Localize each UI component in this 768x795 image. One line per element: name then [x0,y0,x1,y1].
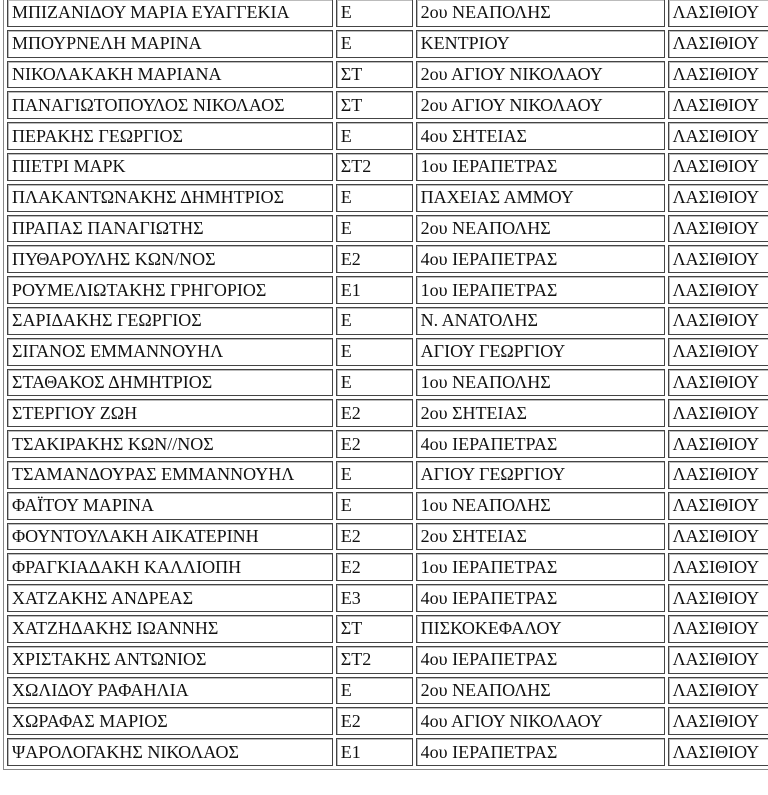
student-name-cell: ΝΙΚΟΛΑΚΑΚΗ ΜΑΡΙΑΝΑ [7,61,333,89]
school-cell: 1ου ΙΕΡΑΠΕΤΡΑΣ [416,153,665,181]
student-name-cell: ΤΣΑΚΙΡΑΚΗΣ ΚΩΝ//ΝΟΣ [7,430,333,458]
table-row [7,738,768,766]
table-row [7,553,768,581]
student-name-cell: ΦΟΥΝΤΟΥΛΑΚΗ ΑΙΚΑΤΕΡΙΝΗ [7,523,333,551]
school-cell: 1ου ΝΕΑΠΟΛΗΣ [416,492,665,520]
table-row [7,615,768,643]
school-cell: 2ου ΝΕΑΠΟΛΗΣ [416,677,665,705]
school-cell: 1ου ΝΕΑΠΟΛΗΣ [416,369,665,397]
table-row [7,707,768,735]
class-cell: Ε [336,122,413,150]
school-cell: 2ου ΣΗΤΕΙΑΣ [416,523,665,551]
student-name-cell: ΣΑΡΙΔΑΚΗΣ ΓΕΩΡΓΙΟΣ [7,307,333,335]
region-cell: ΛΑΣΙΘΙΟΥ [668,492,768,520]
table-row [7,523,768,551]
class-cell: Ε2 [336,523,413,551]
student-name-cell: ΧΑΤΖΑΚΗΣ ΑΝΔΡΕΑΣ [7,584,333,612]
region-cell: ΛΑΣΙΘΙΟΥ [668,523,768,551]
school-cell: 4ου ΙΕΡΑΠΕΤΡΑΣ [416,584,665,612]
table-row [7,307,768,335]
student-name-cell: ΧΩΡΑΦΑΣ ΜΑΡΙΟΣ [7,707,333,735]
region-cell: ΛΑΣΙΘΙΟΥ [668,369,768,397]
table-row [7,184,768,212]
school-cell: 2ου ΝΕΑΠΟΛΗΣ [416,0,665,27]
student-name-cell: ΣΙΓΑΝΟΣ ΕΜΜΑΝΝΟΥΗΛ [7,338,333,366]
school-cell: 4ου ΙΕΡΑΠΕΤΡΑΣ [416,430,665,458]
student-name-cell: ΠΡΑΠΑΣ ΠΑΝΑΓΙΩΤΗΣ [7,215,333,243]
student-name-cell: ΧΩΛΙΔΟΥ ΡΑΦΑΗΛΙΑ [7,677,333,705]
document-page [3,0,768,770]
table-row [7,461,768,489]
student-name-cell: ΣΤΕΡΓΙΟΥ ΖΩΗ [7,399,333,427]
table-row [7,30,768,58]
class-cell: ΣΤ2 [336,646,413,674]
student-name-cell: ΠΑΝΑΓΙΩΤΟΠΟΥΛΟΣ ΝΙΚΟΛΑΟΣ [7,91,333,119]
region-cell: ΛΑΣΙΘΙΟΥ [668,646,768,674]
class-cell: Ε3 [336,584,413,612]
table-row [7,646,768,674]
region-cell: ΛΑΣΙΘΙΟΥ [668,215,768,243]
region-cell: ΛΑΣΙΘΙΟΥ [668,30,768,58]
school-cell: 4ου ΙΕΡΑΠΕΤΡΑΣ [416,245,665,273]
table-row [7,399,768,427]
class-cell: Ε [336,677,413,705]
class-cell: Ε1 [336,738,413,766]
table-row [7,677,768,705]
region-cell: ΛΑΣΙΘΙΟΥ [668,61,768,89]
school-cell: ΚΕΝΤΡΙΟΥ [416,30,665,58]
student-name-cell: ΤΣΑΜΑΝΔΟΥΡΑΣ ΕΜΜΑΝΝΟΥΗΛ [7,461,333,489]
school-cell: 1ου ΙΕΡΑΠΕΤΡΑΣ [416,553,665,581]
class-cell: Ε [336,215,413,243]
school-cell: 2ου ΑΓΙΟΥ ΝΙΚΟΛΑΟΥ [416,91,665,119]
region-cell: ΛΑΣΙΘΙΟΥ [668,399,768,427]
class-cell: Ε [336,369,413,397]
school-cell: 4ου ΣΗΤΕΙΑΣ [416,122,665,150]
region-cell: ΛΑΣΙΘΙΟΥ [668,184,768,212]
school-cell: 1ου ΙΕΡΑΠΕΤΡΑΣ [416,276,665,304]
school-cell: ΑΓΙΟΥ ΓΕΩΡΓΙΟΥ [416,461,665,489]
student-name-cell: ΨΑΡΟΛΟΓΑΚΗΣ ΝΙΚΟΛΑΟΣ [7,738,333,766]
school-cell: 2ου ΣΗΤΕΙΑΣ [416,399,665,427]
student-name-cell: ΜΠΟΥΡΝΕΛΗ ΜΑΡΙΝΑ [7,30,333,58]
class-cell: Ε1 [336,276,413,304]
school-cell: 4ου ΙΕΡΑΠΕΤΡΑΣ [416,738,665,766]
region-cell: ΛΑΣΙΘΙΟΥ [668,553,768,581]
class-cell: Ε [336,30,413,58]
class-cell: Ε2 [336,399,413,427]
class-cell: Ε2 [336,245,413,273]
student-table [3,0,768,770]
student-name-cell: ΠΕΡΑΚΗΣ ΓΕΩΡΓΙΟΣ [7,122,333,150]
table-row [7,61,768,89]
table-row [7,245,768,273]
student-name-cell: ΦΡΑΓΚΙΑΔΑΚΗ ΚΑΛΛΙΟΠΗ [7,553,333,581]
table-row [7,122,768,150]
school-cell: ΑΓΙΟΥ ΓΕΩΡΓΙΟΥ [416,338,665,366]
student-name-cell: ΠΥΘΑΡΟΥΛΗΣ ΚΩΝ/ΝΟΣ [7,245,333,273]
school-cell: ΠΑΧΕΙΑΣ ΑΜΜΟΥ [416,184,665,212]
table-row [7,584,768,612]
region-cell: ΛΑΣΙΘΙΟΥ [668,738,768,766]
table-row [7,215,768,243]
class-cell: Ε2 [336,430,413,458]
student-name-cell: ΠΙΕΤΡΙ ΜΑΡΚ [7,153,333,181]
table-row [7,338,768,366]
class-cell: Ε [336,461,413,489]
region-cell: ΛΑΣΙΘΙΟΥ [668,91,768,119]
class-cell: Ε2 [336,553,413,581]
table-row [7,369,768,397]
table-row [7,0,768,27]
class-cell: Ε [336,338,413,366]
class-cell: Ε [336,492,413,520]
school-cell: 2ου ΑΓΙΟΥ ΝΙΚΟΛΑΟΥ [416,61,665,89]
school-cell: 4ου ΑΓΙΟΥ ΝΙΚΟΛΑΟΥ [416,707,665,735]
region-cell: ΛΑΣΙΘΙΟΥ [668,677,768,705]
region-cell: ΛΑΣΙΘΙΟΥ [668,153,768,181]
region-cell: ΛΑΣΙΘΙΟΥ [668,707,768,735]
region-cell: ΛΑΣΙΘΙΟΥ [668,0,768,27]
student-name-cell: ΠΛΑΚΑΝΤΩΝΑΚΗΣ ΔΗΜΗΤΡΙΟΣ [7,184,333,212]
student-name-cell: ΜΠΙΖΑΝΙΔΟΥ ΜΑΡΙΑ ΕΥΑΓΓΕΚΙΑ [7,0,333,27]
region-cell: ΛΑΣΙΘΙΟΥ [668,338,768,366]
student-name-cell: ΡΟΥΜΕΛΙΩΤΑΚΗΣ ΓΡΗΓΟΡΙΟΣ [7,276,333,304]
region-cell: ΛΑΣΙΘΙΟΥ [668,461,768,489]
class-cell: ΣΤ2 [336,153,413,181]
region-cell: ΛΑΣΙΘΙΟΥ [668,430,768,458]
class-cell: ΣΤ [336,61,413,89]
region-cell: ΛΑΣΙΘΙΟΥ [668,584,768,612]
region-cell: ΛΑΣΙΘΙΟΥ [668,307,768,335]
class-cell: Ε [336,184,413,212]
table-row [7,492,768,520]
table-row [7,91,768,119]
student-name-cell: ΣΤΑΘΑΚΟΣ ΔΗΜΗΤΡΙΟΣ [7,369,333,397]
region-cell: ΛΑΣΙΘΙΟΥ [668,276,768,304]
class-cell: Ε [336,0,413,27]
student-name-cell: ΧΡΙΣΤΑΚΗΣ ΑΝΤΩΝΙΟΣ [7,646,333,674]
region-cell: ΛΑΣΙΘΙΟΥ [668,245,768,273]
school-cell: ΠΙΣΚΟΚΕΦΑΛΟΥ [416,615,665,643]
student-table-body [7,0,768,766]
table-row [7,153,768,181]
class-cell: ΣΤ [336,91,413,119]
school-cell: 2ου ΝΕΑΠΟΛΗΣ [416,215,665,243]
school-cell: Ν. ΑΝΑΤΟΛΗΣ [416,307,665,335]
class-cell: Ε [336,307,413,335]
student-name-cell: ΧΑΤΖΗΔΑΚΗΣ ΙΩΑΝΝΗΣ [7,615,333,643]
school-cell: 4ου ΙΕΡΑΠΕΤΡΑΣ [416,646,665,674]
class-cell: ΣΤ [336,615,413,643]
region-cell: ΛΑΣΙΘΙΟΥ [668,615,768,643]
table-row [7,276,768,304]
student-name-cell: ΦΑΪΤΟΥ ΜΑΡΙΝΑ [7,492,333,520]
table-row [7,430,768,458]
region-cell: ΛΑΣΙΘΙΟΥ [668,122,768,150]
class-cell: Ε2 [336,707,413,735]
